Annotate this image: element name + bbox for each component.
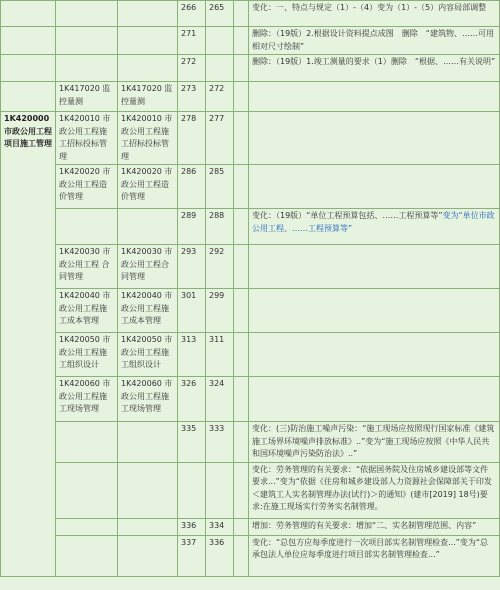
note-cell [249,289,500,333]
code-new-cell: 1K420010 市政公用工程施工招标投标管理 [56,112,118,165]
code-old-cell [118,1,178,27]
code-old-cell [118,535,178,576]
code-new-cell [56,422,118,463]
page-new-cell: 272 [178,55,206,82]
section-cell [1,82,56,112]
code-old-cell: 1K417020 监控量测 [118,82,178,112]
page-old-cell: 324 [206,377,234,422]
page-old-cell: 292 [206,245,234,289]
spacer-cell [234,422,249,463]
table-row [1,112,500,165]
section-cell [1,27,56,55]
note-cell: 删除：（19版）1.竣工测量的要求（1）删除 “根据、……有关说明” [249,55,500,82]
note-cell [249,165,500,209]
spacer-cell [234,165,249,209]
code-new-cell: 1K420060 市政公用工程施工现场管理 [56,377,118,422]
code-old-cell [118,518,178,535]
page-old-cell: 277 [206,112,234,165]
page-old-cell [206,462,234,518]
code-new-cell [56,209,118,245]
table-row [1,289,500,333]
page-new-cell: 293 [178,245,206,289]
note-cell [249,377,500,422]
page-new-cell: 266 [178,1,206,27]
page-old-cell: 299 [206,289,234,333]
spacer-cell [234,518,249,535]
code-new-cell [56,535,118,576]
table-row [1,1,500,27]
page-new-cell [178,462,206,518]
page-old-cell: 334 [206,518,234,535]
spacer-cell [234,1,249,27]
note-cell [249,245,500,289]
page-new-cell: 289 [178,209,206,245]
page-old-cell [206,55,234,82]
code-old-cell: 1K420030 市政公用工程合同管理 [118,245,178,289]
table-row [1,82,500,112]
page-new-cell: 337 [178,535,206,576]
spacer-cell [234,289,249,333]
spacer-cell [234,535,249,576]
table-row [1,422,500,463]
table-row [1,518,500,535]
spacer-cell [234,245,249,289]
page-new-cell: 271 [178,27,206,55]
spacer-cell [234,55,249,82]
note-cell: 变化：(三)防治施工噪声污染：“施工现场应按照现行国家标准《建筑施工场界环境噪声排放标准》..”变为“施工现场应按照《中华人民共和国环境噪声污染防治法》..” [249,422,500,463]
code-old-cell: 1K420020 市政公用工程造价管理 [118,165,178,209]
section-cell [1,1,56,27]
code-old-cell [118,209,178,245]
table-row [1,209,500,245]
section-cell [1,55,56,82]
table-row [1,377,500,422]
note-cell: 变化：劳务管理的有关要求：“依据国务院及住房城乡建设部等文件要求...”变为“依据《住房和城乡建设部人力资源社会保障部关于印发＜建筑工人实名制管理办法(试行)＞的通知》(建市[2019] 18号)要求:在施工现场实行劳务实名制管理。 [249,462,500,518]
spacer-cell [234,209,249,245]
page-new-cell: 278 [178,112,206,165]
code-new-cell: 1K420030 市政公用工程 合同管理 [56,245,118,289]
code-old-cell [118,422,178,463]
code-new-cell [56,1,118,27]
note-cell: 变化：“总包方应每季度进行一次项目部实名制管理检查...”变为“总承包法人单位应每季度进行项目部实名制管理检查...” [249,535,500,576]
table-row [1,535,500,576]
code-old-cell: 1K420050 市政公用工程施工组织设计 [118,333,178,377]
note-cell: 删除：（19版）2.根据设计资料提点成图 删除 “建筑物、……可用相对尺寸绘制” [249,27,500,55]
table-row [1,27,500,55]
page-new-cell: 301 [178,289,206,333]
table-row [1,462,500,518]
page-new-cell: 326 [178,377,206,422]
table-row [1,333,500,377]
spacer-cell [234,27,249,55]
page-new-cell: 273 [178,82,206,112]
table-row [1,55,500,82]
code-old-cell: 1K420060 市政公用工程施工现场管理 [118,377,178,422]
code-new-cell: 1K420040 市政公用工程施工成本管理 [56,289,118,333]
page-old-cell: 285 [206,165,234,209]
table-row [1,245,500,289]
page-old-cell: 333 [206,422,234,463]
spacer-cell [234,112,249,165]
page-old-cell: 311 [206,333,234,377]
note-cell [249,333,500,377]
page-old-cell: 265 [206,1,234,27]
code-new-cell [56,462,118,518]
page-new-cell: 313 [178,333,206,377]
code-old-cell [118,55,178,82]
code-old-cell: 1K420040 市政公用工程施工成本管理 [118,289,178,333]
spacer-cell [234,333,249,377]
code-new-cell [56,55,118,82]
section-label: 1K420000市政公用工程项目施工管理 [1,112,56,577]
code-new-cell [56,27,118,55]
page-old-cell [206,27,234,55]
code-new-cell: 1K420050 市政公用工程施工组织设计 [56,333,118,377]
note-cell [249,82,500,112]
note-cell: 增加：劳务管理的有关要求：增加“二、实名制管理范围、内容” [249,518,500,535]
table-row [1,165,500,209]
code-old-cell [118,462,178,518]
code-new-cell: 1K417020 监控量测 [56,82,118,112]
note-cell [249,112,500,165]
code-new-cell: 1K420020 市政公用工程造价管理 [56,165,118,209]
note-cell: 变化：（19版）“单位工程预算包括、……工程预算等”变为“单位市政公用工程、……工程预算等” [249,209,500,245]
page-new-cell: 336 [178,518,206,535]
spacer-cell [234,377,249,422]
code-old-cell: 1K420010 市政公用工程施工招标投标管理 [118,112,178,165]
page-old-cell: 272 [206,82,234,112]
note-cell: 变化：一、特点与规定（1）-（4）变为（1）-（5）内容局部调整 [249,1,500,27]
page-new-cell: 335 [178,422,206,463]
code-new-cell [56,518,118,535]
spacer-cell [234,462,249,518]
page-new-cell: 286 [178,165,206,209]
page-old-cell: 336 [206,535,234,576]
page-old-cell: 288 [206,209,234,245]
code-old-cell [118,27,178,55]
spacer-cell [234,82,249,112]
